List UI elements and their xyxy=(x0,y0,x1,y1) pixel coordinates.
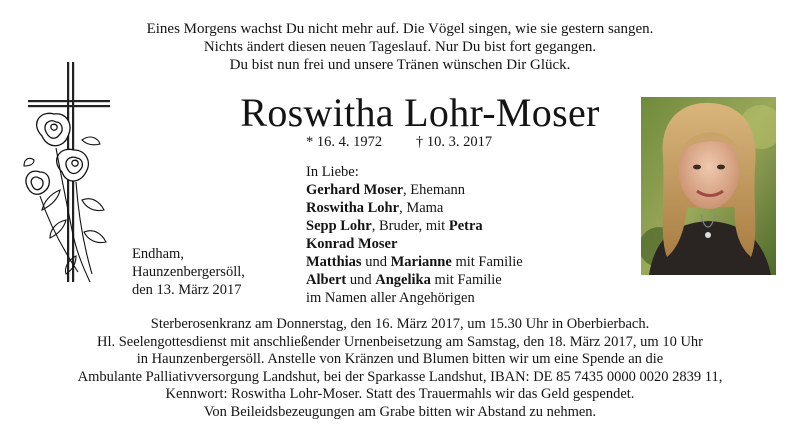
place-line: Haunzenbergersöll, xyxy=(132,264,245,280)
mourner-name: Gerhard Moser xyxy=(306,182,404,198)
poem-line: Eines Morgens wachst Du nicht mehr auf. Die Vögel singen, wie sie gestern sangen. xyxy=(146,21,654,37)
mourner-name: Marianne xyxy=(390,254,452,270)
death-date: † 10. 3. 2017 xyxy=(416,134,493,150)
mourner-line xyxy=(306,289,523,307)
mourner-name: Angelika xyxy=(375,272,431,288)
mourner-line xyxy=(306,253,523,271)
mourner-relation: mit Familie xyxy=(451,254,523,270)
service-notice xyxy=(0,316,800,422)
mourner-relation: und xyxy=(346,272,376,288)
mourners-list xyxy=(306,163,523,307)
place-line: den 13. März 2017 xyxy=(132,282,242,298)
notice-line: Hl. Seelengottesdienst mit anschließender Urnenbeisetzung am Samstag, den 18. März 2017, um 10 Uhr xyxy=(96,333,704,350)
poem-line: Nichts ändert diesen neuen Tageslauf. Nur Du bist fort gegangen. xyxy=(203,39,597,55)
notice-line: Von Beileidsbezeugungen am Grabe bitten wir Abstand zu nehmen. xyxy=(203,403,597,420)
mourners-intro: In Liebe: xyxy=(306,164,359,180)
deceased-name: Roswitha Lohr-Moser xyxy=(240,90,600,135)
mourner-line xyxy=(306,235,523,253)
mourner-line xyxy=(306,217,523,235)
mourner-name: Albert xyxy=(306,272,347,288)
birth-date: * 16. 4. 1972 xyxy=(306,134,383,150)
notice-line: Ambulante Palliativversorgung Landshut, bei der Sparkasse Landshut, IBAN: DE 85 7435 0000 0020 2839 11, xyxy=(77,368,723,385)
notice-line: Sterberosenkranz am Donnerstag, den 16. März 2017, um 15.30 Uhr in Oberbierbach. xyxy=(150,316,650,332)
portrait-photo xyxy=(641,97,776,275)
mourner-name: Petra xyxy=(448,218,483,234)
mourner-name: Roswitha Lohr xyxy=(306,200,400,216)
life-dates xyxy=(306,133,493,151)
mourner-line xyxy=(306,271,523,289)
notice-line: Kennwort: Roswitha Lohr-Moser. Statt des Trauermahls wir das Geld gespendet. xyxy=(165,386,635,403)
place-line: Endham, xyxy=(132,246,184,262)
place-and-date xyxy=(132,245,245,299)
poem xyxy=(0,20,800,74)
mourner-relation: und xyxy=(361,254,391,270)
mourner-relation: im Namen aller Angehörigen xyxy=(306,290,475,306)
mourner-relation: , Bruder, mit xyxy=(371,218,449,234)
mourner-line xyxy=(306,199,523,217)
mourner-line xyxy=(306,181,523,199)
mourner-relation: , Mama xyxy=(399,200,444,216)
mourner-name: Sepp Lohr xyxy=(306,218,372,234)
poem-line: Du bist nun frei und unsere Tränen wünschen Dir Glück. xyxy=(229,57,571,73)
mourner-name: Matthias xyxy=(306,254,362,270)
mourner-relation: , Ehemann xyxy=(403,182,466,198)
mourner-name: Konrad Moser xyxy=(306,236,398,252)
notice-line: in Haunzenbergersöll. Anstelle von Kränzen und Blumen bitten wir um eine Spende an die xyxy=(136,351,664,368)
cross-with-roses-icon xyxy=(20,60,120,290)
mourner-relation: mit Familie xyxy=(430,272,502,288)
